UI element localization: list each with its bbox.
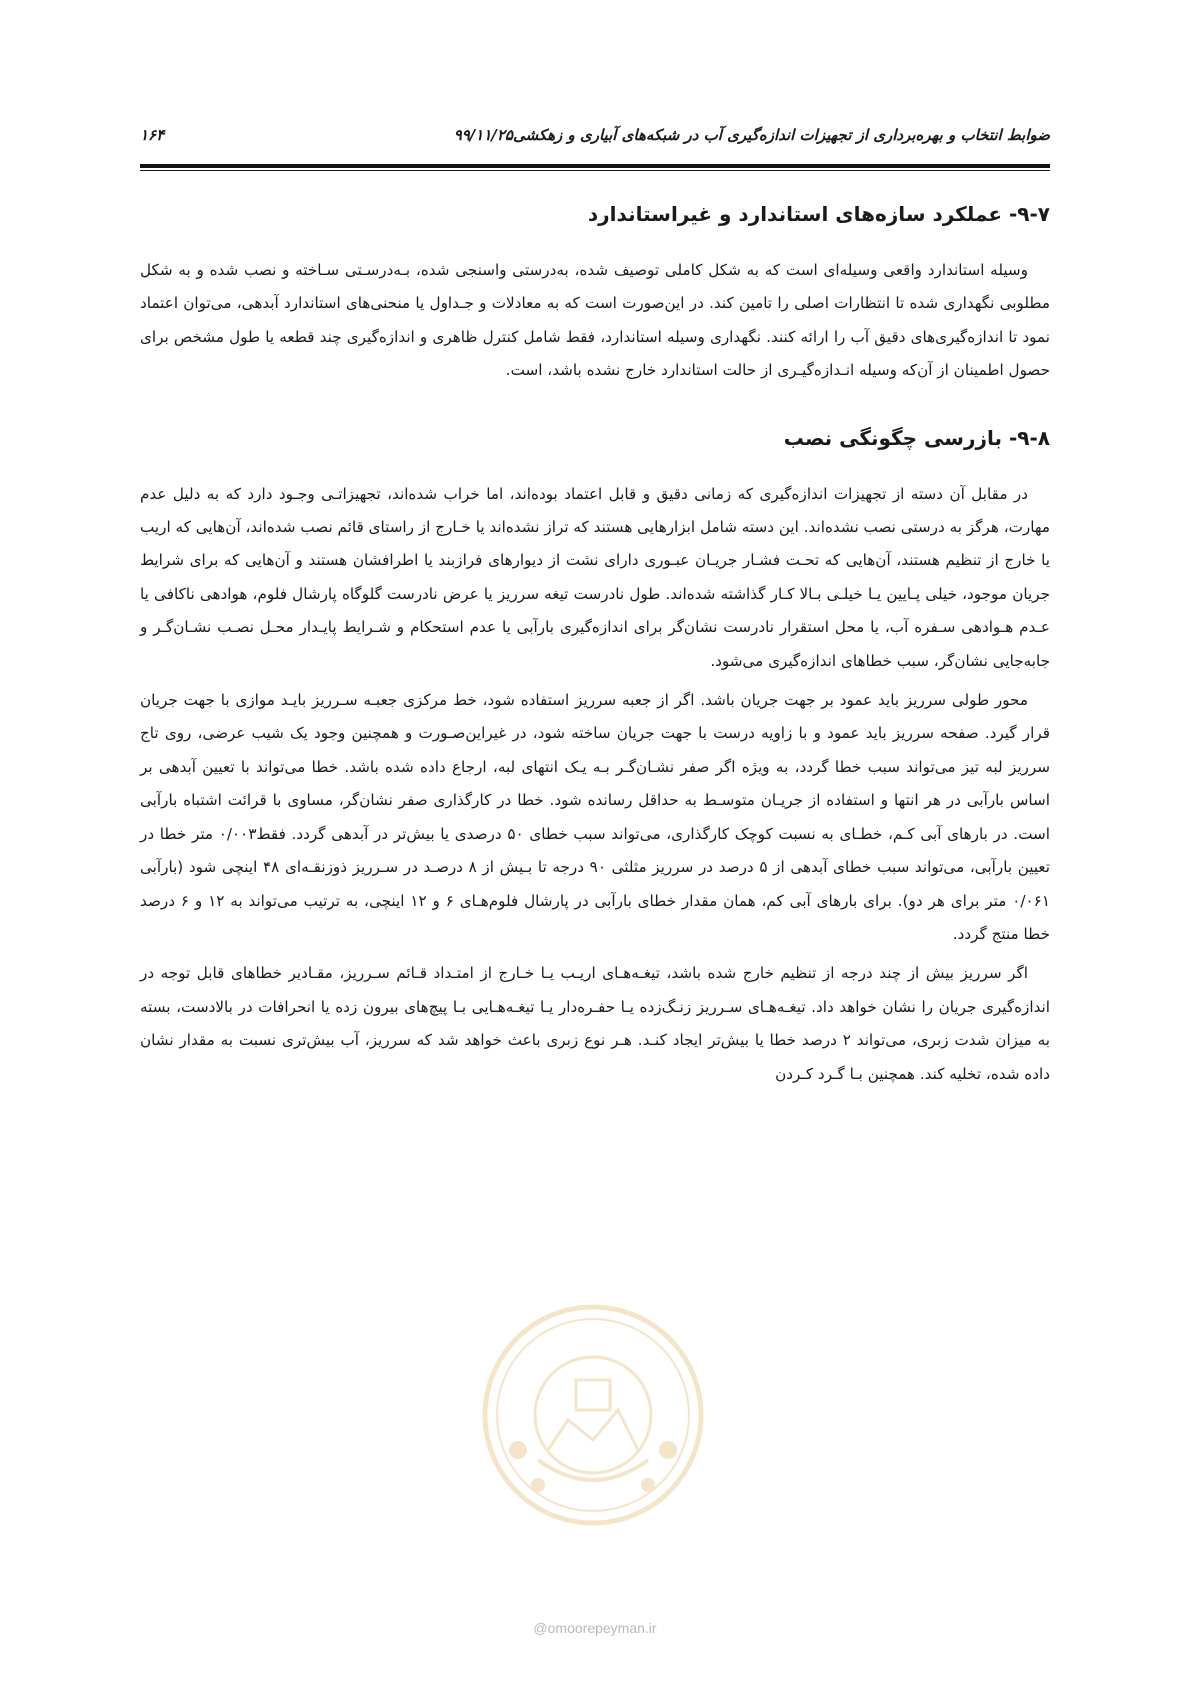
header-divider-thin xyxy=(140,170,1050,171)
header-title-text: ضوابط انتخاب و بهره‌برداری از تجهیزات اندازه‌گیری آب در شبکه‌های آبیاری و زهکشی xyxy=(512,126,1050,144)
header-divider-thick xyxy=(140,164,1050,168)
page-number: ۱۶۴ xyxy=(140,126,165,144)
body-paragraph: اگر سرریز بیش از چند درجه از تنظیم خارج شده باشد، تیغـه‌هـای اریـب یـا خـارج از امتـداد قـائم سـرریز، مقـادیر خطاهای قابل توجه در اندازه‌گیری جریان را نشان خواهد داد. تیغـه‌هـای سـرریز زنـگ‌زده یـا حفـره‌دار یـا تیغـه‌هـایی بـا پیچ‌های بیرون زده یا انحرافات در بالادست، بسته به میزان شدت زبری، می‌تواند ۲ درصد خطا یا بیش‌تر ایجاد کنـد. هـر نوع زبری باعث خواهد شد که سرریز، آب بیش‌تری نسبت به مقدار نشان داده شده، تخلیه کند. همچنین بـا گـرد کـردن xyxy=(140,964,1051,1083)
body-paragraph: در مقابل آن دسته از تجهیزات اندازه‌گیری که زمانی دقیق و قابل اعتماد بوده‌اند، اما خراب شده‌اند، تجهیزاتـی وجـود دارد که به دلیل عدم مهارت، هرگز به درستی نصب نشده‌اند. این دسته شامل ابزارهایی هستند که تراز نشده‌اند یا خـارج از راستای قائم نصب شده‌اند، آن‌هایی که اریب یا خارج از تنظیم هستند، آن‌هایی که تحـت فشـار جریـان عبـوری دارای نشت از دیوارهای فرازبند یا اطرافشان هستند و آن‌هایی که برای شرایط جریان موجود، خیلی پـایین یـا خیلـی بـالا کـار گذاشته شده‌اند. طول نادرست تیغه سرریز یا عرض نادرست گلوگاه پارشال فلوم، هوادهی ناکافی یا عـدم هـوادهی سـفره آب، یا محل استقرار نادرست نشان‌گر برای اندازه‌گیری بارآبی یا عدم استحکام و شـرایط پایـدار محـل نصـب نشـان‌گـر و جابه‌جایی نشان‌گر، سبب خطاهای اندازه‌گیری می‌شود. xyxy=(140,484,1050,670)
section-installation-inspection xyxy=(140,418,1050,1091)
watermark-url: @omoorepeyman.ir xyxy=(533,1620,657,1636)
section-standard-performance xyxy=(140,194,1050,388)
section-heading: ۹-۷- عملکرد سازه‌های استاندارد و غیراستاندارد xyxy=(587,202,1050,226)
section-heading: ۹-۸- بازرسی چگونگی نصب xyxy=(783,425,1050,450)
header-date: ۹۹/۱۱/۲۵ xyxy=(453,126,513,144)
body-paragraph: وسیله استاندارد واقعی وسیله‌ای است که به شکل کاملی توصیف شده، به‌درستی واسنجی شده، بـه‌درسـتی سـاخته و نصب شده و به شکل مطلوبی نگهداری شده تا انتظارات اصلی را تامین کند. در این‌صورت است که به معادلات و جـداول یا منحنی‌های استاندارد آبدهی، می‌توان اعتماد نمود تا اندازه‌گیری‌های دقیق آب را ارائه کنند. نگهداری وسیله استاندارد، فقط شامل کنترل ظاهری و اندازه‌گیری چند قطعه یا طول مشخص برای حصول اطمینان از آن‌که وسیله انـدازه‌گیـری از حالت استاندارد خارج نشده باشد، است. xyxy=(140,261,1050,380)
body-paragraph: محور طولی سرریز باید عمود بر جهت جریان باشد. اگر از جعبه سرریز استفاده شود، خط مرکزی جعبـه سـرریز بایـد موازی با جهت جریان قرار گیرد. صفحه سرریز باید عمود و با زاویه درست با جهت جریان ساخته شود، در غیراین‌صـورت و همچنین وجود یک شیب عرضی، روی تاج سرریز لبه تیز می‌تواند سبب خطا گردد، به ویژه اگر صفر نشـان‌گـر بـه یـک انتهای لبه، ارجاع داده شده باشد. خطا می‌تواند با تعیین آبدهی بر اساس بارآبی در هر انتها و استفاده از جریـان متوسـط به حداقل رسانده شود. خطا در کارگذاری صفر نشان‌گر، مساوی با قرائت اشتباه بارآبی است. در بارهای آبی کـم، خطـای به نسبت کوچک کارگذاری، می‌تواند سبب خطای ۵۰ درصدی یا بیش‌تر در آبدهی گردد. فقط۰/۰۰۳ متر خطا در تعیین بارآبی، می‌تواند سبب خطای آبدهی از ۵ درصد در سرریز مثلثی ۹۰ درجه تا بـیش از ۸ درصـد در سـرریز ذوزنقـه‌ای ۴۸ اینچی شود (بارآبی ۰/۰۶۱ متر برای هر دو). برای بارهای آبی کم، همان مقدار خطای بارآبی در پارشال فلوم‌هـای ۶ و ۱۲ اینچی، به ترتیب می‌تواند به ۱۲ و ۶ درصد خطا منتج گردد. xyxy=(140,691,1050,943)
page-content xyxy=(140,186,1050,1097)
watermark-seal-logo xyxy=(478,1300,708,1530)
header-title xyxy=(436,126,1050,144)
page-header xyxy=(140,122,1050,156)
